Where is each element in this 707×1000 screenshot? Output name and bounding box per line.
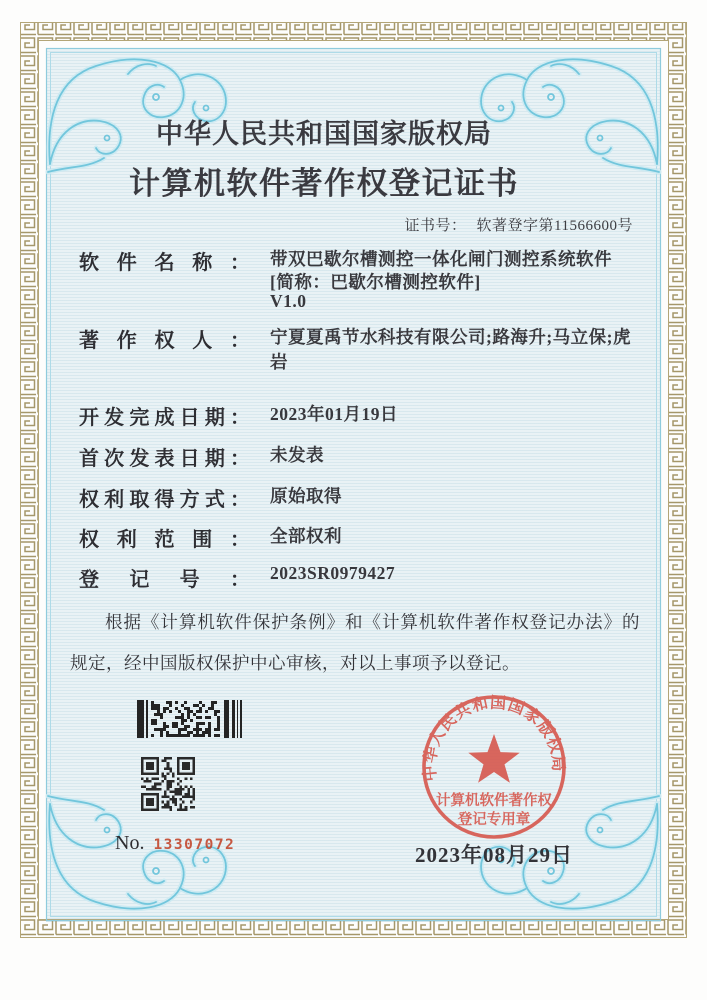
issue-date: 2023年08月29日 <box>415 843 573 867</box>
certificate-number-line <box>405 214 633 235</box>
star-icon <box>468 734 519 783</box>
field-label: 软件名称： <box>79 252 250 274</box>
field-value: 2023年01月19日 <box>270 404 398 424</box>
certificate-title: 计算机软件著作权登记证书 <box>129 166 519 201</box>
official-seal-stamp <box>414 687 574 847</box>
field-value: V1.0 <box>270 291 307 311</box>
serial-number-line <box>115 832 235 855</box>
field-value: [简称：巴歇尔槽测控软件] <box>270 272 481 292</box>
field-label: 登记号： <box>79 569 250 591</box>
field-row-acquisition-method <box>79 483 639 512</box>
certificate-number-label: 证书号： <box>404 218 467 234</box>
registration-statement: 根据《计算机软件保护条例》和《计算机软件著作权登记办法》的规定，经中国版权保护中心审核，对以上事项予以登记。 <box>70 612 640 673</box>
issuer-title: 中华人民共和国国家版权局 <box>156 119 492 149</box>
field-label: 开发完成日期： <box>79 407 250 429</box>
field-value: 全部权利 <box>270 526 342 546</box>
serial-value: 13307072 <box>153 837 236 853</box>
field-label: 权利范围： <box>79 529 250 551</box>
seal-line2: 登记专用章 <box>457 812 531 828</box>
field-row-copyright-owner <box>79 324 639 374</box>
qr-code-image <box>141 757 195 811</box>
field-value: 未发表 <box>270 445 324 465</box>
certificate-number-value: 软著登字第11566600号 <box>476 218 633 234</box>
barcode-image <box>137 700 243 738</box>
field-label: 著作权人： <box>79 330 250 352</box>
field-value: 带双巴歇尔槽测控一体化闸门测控系统软件 <box>270 249 612 269</box>
field-value: 宁夏夏禹节水科技有限公司;路海升;马立保;虎岩 <box>270 327 631 372</box>
field-value: 原始取得 <box>270 486 342 506</box>
field-row-completion-date <box>79 401 639 430</box>
field-row-rights-scope <box>79 523 639 552</box>
serial-label: No. <box>115 832 145 854</box>
field-value: 2023SR0979427 <box>270 563 396 583</box>
field-label: 首次发表日期： <box>79 448 250 470</box>
field-row-first-publication <box>79 442 639 471</box>
field-label: 权利取得方式： <box>79 489 250 511</box>
seal-ring-text: 中华人民共和国国家版权局 <box>421 694 567 783</box>
seal-line1: 计算机软件著作权 <box>436 793 552 809</box>
field-row-version <box>79 291 639 312</box>
field-row-registration-number <box>79 563 639 592</box>
